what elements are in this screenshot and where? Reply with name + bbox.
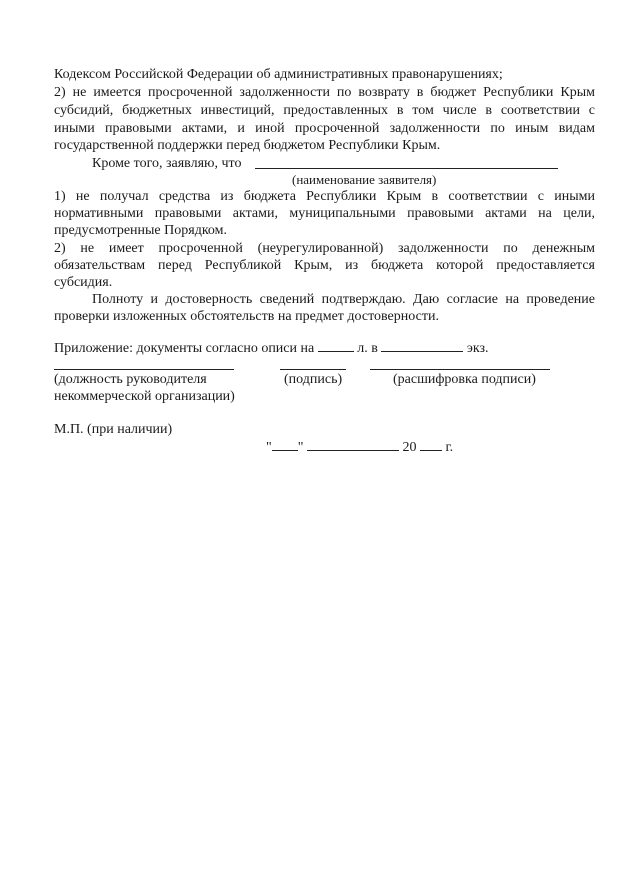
signature-decode-caption: (расшифровка подписи) xyxy=(393,372,536,387)
text-line: субсидий, бюджетных инвестиций, предоставленных в том числе в соответствии с xyxy=(54,103,595,118)
date-quote-open: " xyxy=(266,440,272,455)
text-line: субсидия. xyxy=(54,275,113,290)
year-prefix: 20 xyxy=(402,440,417,455)
applicant-name-blank[interactable] xyxy=(255,168,558,169)
text-line: Полноту и достоверность сведений подтверждаю. Даю согласие на проведение xyxy=(92,292,595,307)
text-line: предусмотренные Порядком. xyxy=(54,223,227,238)
month-blank[interactable] xyxy=(307,437,399,451)
day-blank[interactable] xyxy=(272,437,298,451)
year-suffix: г. xyxy=(445,440,454,455)
text-line: иными правовыми актами, и иной просроченной задолженности по иным видам xyxy=(54,121,595,136)
text-line: Кодексом Российской Федерации об административных правонарушениях; xyxy=(54,67,503,82)
text-line: 1) не получал средства из бюджета Республики Крым в соответствии с иными xyxy=(54,189,595,204)
copies-count-blank[interactable] xyxy=(381,338,463,352)
position-caption-2: некоммерческой организации) xyxy=(54,389,235,404)
sheets-label: л. в xyxy=(357,341,378,356)
sheets-count-blank[interactable] xyxy=(318,338,354,352)
position-caption-1: (должность руководителя xyxy=(54,372,207,387)
text-line: государственной поддержки перед бюджетом Республики Крым. xyxy=(54,138,441,153)
applicant-caption: (наименование заявителя) xyxy=(292,172,437,187)
attachment-line xyxy=(54,338,488,358)
date-line xyxy=(266,437,453,457)
stamp-label: М.П. (при наличии) xyxy=(54,422,173,437)
text-line: 2) не имеет просроченной (неурегулированной) задолженности по денежным xyxy=(54,241,595,256)
attachment-label: Приложение: документы согласно описи на xyxy=(54,341,315,356)
year-blank[interactable] xyxy=(420,437,442,451)
signature-decode-blank[interactable] xyxy=(370,369,550,370)
signature-caption: (подпись) xyxy=(284,372,343,387)
applicant-prefix: Кроме того, заявляю, что xyxy=(92,156,242,171)
date-quote-close: " xyxy=(297,440,304,455)
signature-blank[interactable] xyxy=(280,369,346,370)
text-line: проверки изложенных обстоятельств на предмет достоверности. xyxy=(54,309,439,324)
copies-label: экз. xyxy=(466,341,489,356)
text-line: нормативными правовыми актами, муниципальными правовыми актами на цели, xyxy=(54,206,595,221)
text-line: обязательствам перед Республикой Крым, из бюджета которой предоставляется xyxy=(54,258,595,273)
text-line: 2) не имеется просроченной задолженности по возврату в бюджет Республики Крым xyxy=(54,85,595,100)
position-blank[interactable] xyxy=(54,369,234,370)
